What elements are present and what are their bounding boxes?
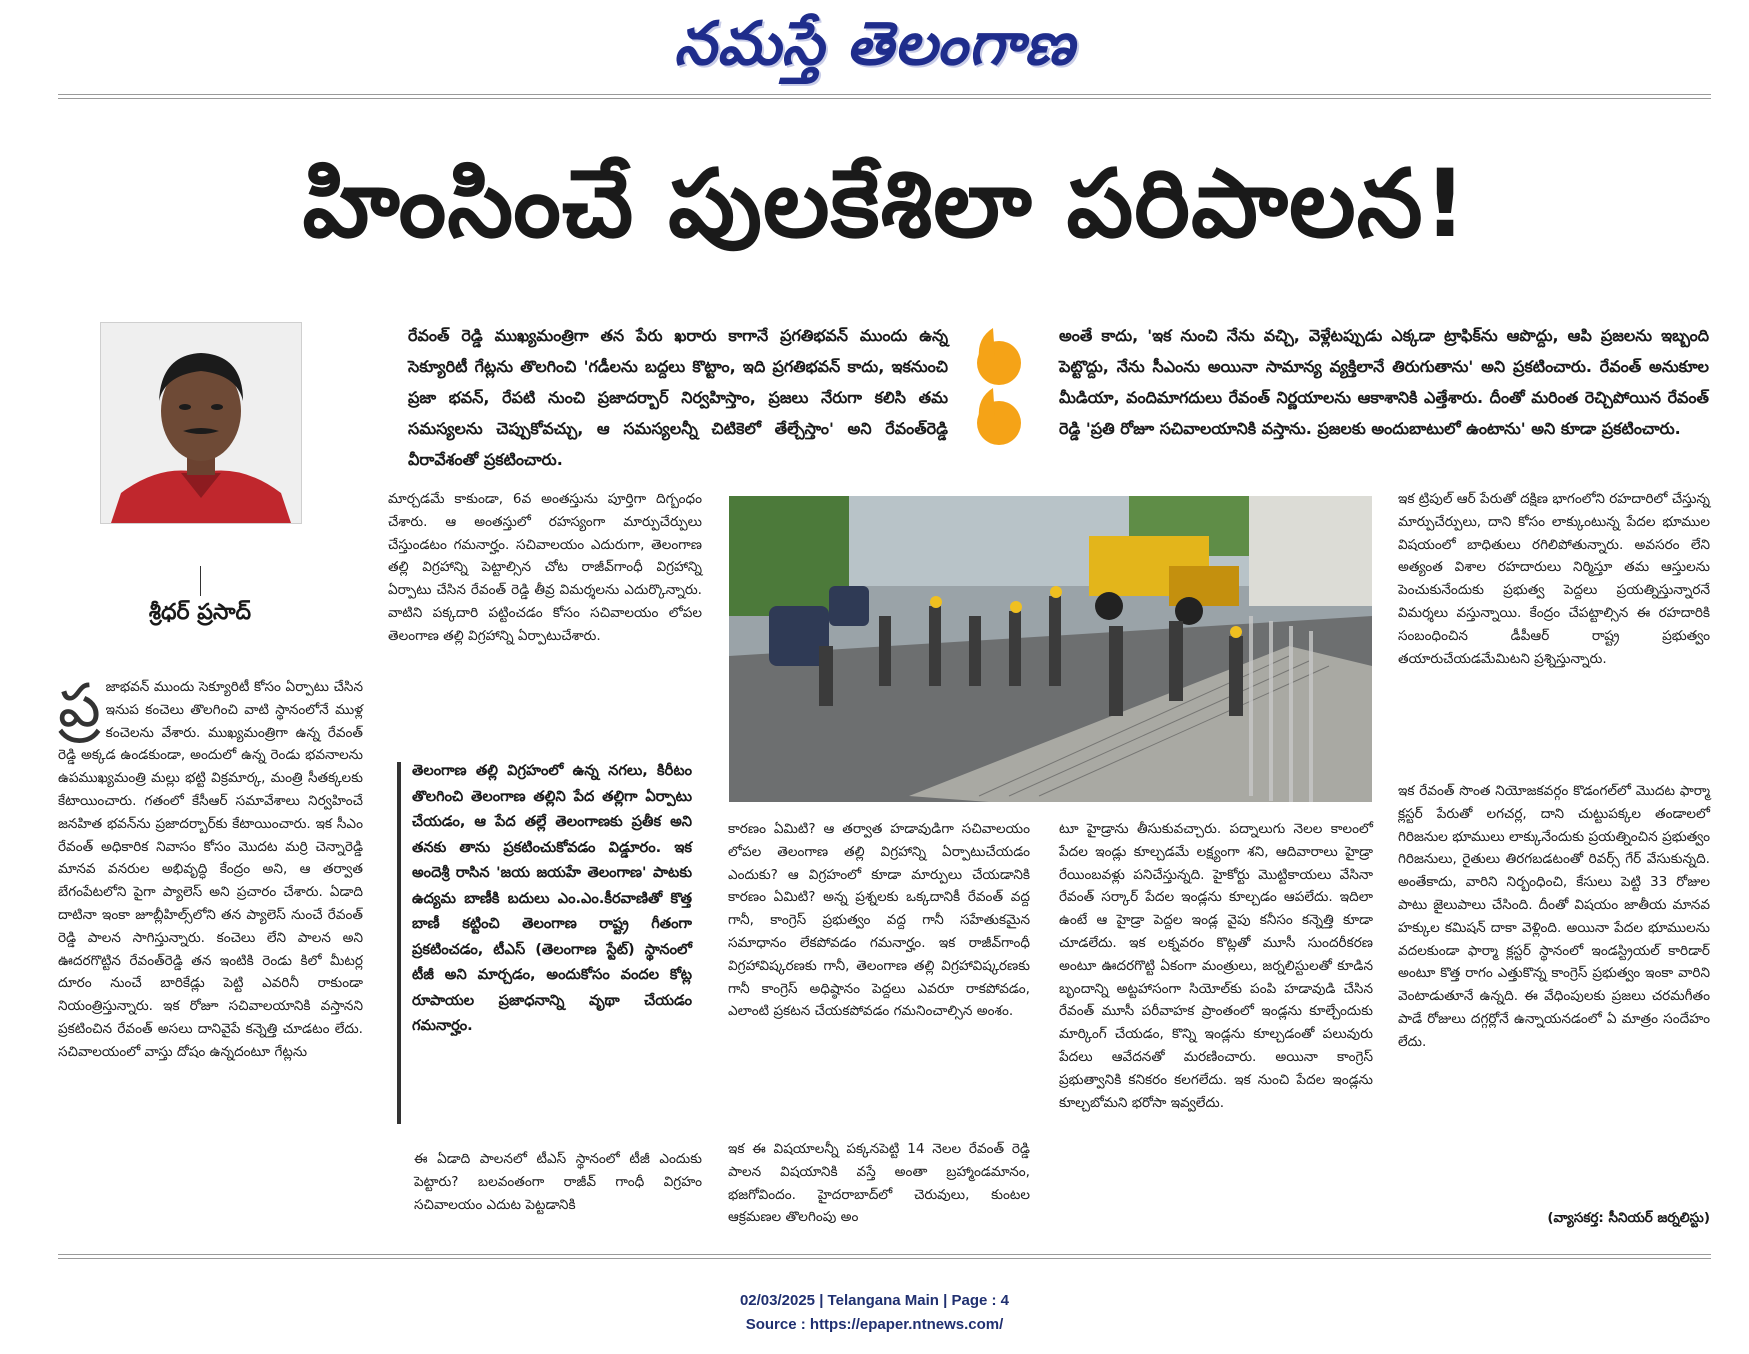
- column-3-bottom-text: ఇక ఈ విషయాలన్నీ పక్కనపెట్టి 14 నెలల రేవంత్ రెడ్డి పాలన విషయానికి వస్తే అంతా బ్రహ్మాండమానం, భజగోవిందం. హైదరాబాద్‌లో చెరువులు, కుంటల ఆక్రమణల తొలగింపు అం: [728, 1141, 1030, 1226]
- pullquote-text: తెలంగాణ తల్లి విగ్రహంలో ఉన్న నగలు, కిరీటం తొలగించి తెలంగాణ తల్లిని పేద తల్లిగా ఏర్పాటు చేయడం, ఆ పేద తల్లే తెలంగాణకు ప్రతీక అని తనకు తాను ప్రకటించుకోవడం విడ్డూరం. ఇక అందెశ్రీ రాసిన 'జయ జయహే తెలంగాణ' పాటకు ఉద్యమ బాణీకి బదులు ఎం.ఎం.కీరవాణితో కొత్త బాణీ కట్టించి తెలంగాణ రాష్ట్ర గీతంగా ప్రకటించడం, టీఎస్ (తెలంగాణ స్టేట్) స్థానంలో టీజీ అని మార్చడం, అందుకోసం వందల కోట్ల రూపాయల ప్రజాధనాన్ని వృథా చేయడం గమనార్హం.: [412, 762, 692, 1034]
- column-1-body: జాభవన్ ముందు సెక్యూరిటీ కోసం ఏర్పాటు చేసిన ఇనుప కంచెలు తొలగించి వాటి స్థానంలోనే ముళ్ల కంచెలను వేశారు. ముఖ్యమంత్రిగా ఉన్న రేవంత్ రెడ్డి అక్కడ ఉండకుండా, అందులో ఉన్న రెండు భవనాలను ఉపముఖ్యమంత్రి మల్లు భట్టి విక్రమార్క, మంత్రి సీతక్కలకు కేటాయించారు. గతంలో కేసీఆర్ సమావేశాలు నిర్వహించే జనహిత భవన్‌ను ప్రజాదర్బార్‌కు కేటాయించారు. ఇక సీఎం రేవంత్ అధికారిక నివాసం కోసం మొదట మర్రి చెన్నారెడ్డి మానవ వనరుల అభివృద్ధి కేంద్రం అని, ఆ తర్వాత బేగంపేటలోని పైగా ప్యాలెస్ అని ప్రచారం చేశారు. ఏడాది దాటినా ఇంకా జూబ్లీహిల్స్‌లోని తన ప్యాలెస్ నుంచే రేవంత్ రెడ్డి పాలన సాగిస్తున్నారు. కంచెలు లేని పాలన అని ఊదరగొట్టిన రేవంత్‌రెడ్డి తన ఇంటికి రెండు కిలో మీటర్ల దూరం నుంచే బారికేడ్లు పెట్టి ఎవరినీ రాకుండా నియంత్రిస్తున్నారు. ఇక రోజూ సచివాలయానికి వస్తానని ప్రకటించిన రేవంత్ అసలు దానివైపే కన్నెత్తి చూడటం లేదు. సచివాలయంలో వాస్తు దోషం ఉన్నదంటూ గేట్లను: [58, 679, 363, 1060]
- masthead-rule-2: [58, 98, 1711, 99]
- column-3-text: కారణం ఏమిటి? ఆ తర్వాత హడావుడిగా సచివాలయం లోపల తెలంగాణ తల్లి విగ్రహాన్ని ఏర్పాటుచేయడం ఎందుకు? ఆ విగ్రహంలో కూడా మార్పులు చేయడానికి కారణం ఏమిటి? అన్న ప్రశ్నలకు ఒక్కదానికీ రేవంత్ వద్ద గానీ, కాంగ్రెస్ ప్రభుత్వం వద్ద గానీ సహేతుకమైన సమాధానం లేకపోవడం గమనార్హం. ఇక రాజీవ్‌గాంధీ విగ్రహావిష్కరణకు గానీ, తెలంగాణ తల్లి విగ్రహావిష్కరణకు గానీ కాంగ్రెస్ అధిష్ఠానం పెద్దలు ఎవరూ రాకపోవడం, ఎలాంటి ప్రకటన చేయకపోవడం గమనించాల్సిన అంశం.: [728, 821, 1030, 1020]
- column-1-text: [58, 671, 363, 1064]
- pullquote-bar: [397, 762, 401, 1124]
- column-4-text: టూ హైడ్రాను తీసుకువచ్చారు. పద్నాలుగు నెలల కాలంలో పేదల ఇండ్లు కూల్చడమే లక్ష్యంగా శని, ఆదివారాలు హైడ్రా రేయింబవళ్లు పనిచేస్తున్నది. హైకోర్టు మొట్టికాయలు వేసినా రేవంత్ సర్కార్ పేదల ఇండ్లను కూల్చడం ఆపలేదు. ఇదిలా ఉంటే ఆ హైడ్రా పెద్దల ఇండ్ల వైపు కనీసం కన్నెత్తి కూడా చూడలేదు. ఇక లక్నవరం కొట్లతో మూసీ సుందరీకరణ అంటూ ఊదరగొట్టి ఏకంగా మంత్రులు, జర్నలిస్టులతో కూడిన బృందాన్ని అట్టహాసంగా సియోల్‌కు పంపి హడావుడి చేసిన రేవంత్ మూసీ పరీవాహక ప్రాంతంలో ఇండ్లను కూల్చేందుకు మార్కింగ్ చేయడం, కొన్ని ఇండ్లను కూల్చడంతో పలువురు పేదలు ఆవేదనతో మరణించారు. అయినా కాంగ్రెస్ ప్రభుత్వానికి కనికరం కలగలేదు. ఇక నుంచి పేదల ఇండ్లను కూల్చబోమని భరోసా ఇవ్వలేదు.: [1059, 821, 1373, 1111]
- intro-paragraph-right: అంతే కాదు, 'ఇక నుంచి నేను వచ్చి, వెళ్లేటప్పుడు ఎక్కడా ట్రాఫిక్‌ను ఆపొద్దు, ఆపి ప్రజలను ఇబ్బంది పెట్టొద్దు, నేను సీఎంను అయినా సామాన్య వ్యక్తిలానే తిరుగుతాను' అని ప్రకటించారు. రేవంత్ అనుకూల మీడియా, వందిమాగదులు రేవంత్ నిర్ణయాలను ఆకాశానికి ఎత్తేశారు. దీంతో మరింత రెచ్చిపోయిన రేవంత్ రెడ్డి 'ప్రతి రోజూ సచివాలయానికి వస్తాను. ప్రజలకు అందుబాటులో ఉంటాను' అని కూడా ప్రకటించారు.: [1059, 326, 1709, 438]
- column-5-bottom-text: ఇక రేవంత్ సొంత నియోజకవర్గం కొడంగల్‌లో మొదట ఫార్మా క్లస్టర్ పేరుతో లగచర్ల, దాని చుట్టుపక్కల తండాలలో గిరిజనుల భూములు లాక్కునేందుకు ప్రయత్నించిన ప్రభుత్వం గిరిజనులు, రైతులు తిరగబడటంతో రివర్స్ గేర్ వేసుకున్నది. అంతేకాదు, వారిని నిర్బంధించి, కేసులు పెట్టి 33 రోజుల పాటు జైలుపాలు చేసింది. దీంతో విషయం జాతీయ మానవ హక్కుల కమిషన్ దాకా వెళ్లింది. అయినా పేదల భూములను వదలకుండా ఫార్మా క్లస్టర్ స్థానంలో ఇండస్ట్రియల్ కారిడార్ అంటూ కొత్త రాగం ఎత్తుకొన్న కాంగ్రెస్ ప్రభుత్వం ఇంకా వారిని వెంటాడుతూనే ఉన్నది. ఈ వేధింపులకు ప్రజలు చరమగీతం పాడే రోజులు దగ్గర్లోనే ఉన్నాయనడంలో ఏ మాత్రం సందేహం లేదు.: [1398, 783, 1710, 1050]
- author-photo: [100, 322, 302, 524]
- quote-mark-icon: [973, 318, 1023, 468]
- masthead-rule: [58, 94, 1711, 95]
- intro-paragraph-left: రేవంత్ రెడ్డి ముఖ్యమంత్రిగా తన పేరు ఖరారు కాగానే ప్రగతిభవన్ ముందు ఉన్న సెక్యూరిటీ గేట్లను తొలగించి 'గడీలను బద్దలు కొట్టాం, ఇది ప్రగతిభవన్ కాదు, ఇకనుంచి ప్రజా భవన్, రేపటి నుంచి ప్రజాదర్బార్ నిర్వహిస్తాం, ప్రజలు నేరుగా కలిసి తమ సమస్యలను చెప్పుకోవచ్చు, ఆ సమస్యలన్నీ చిటికెలో తేల్చేస్తాం' అని రేవంత్‌రెడ్డి వీరావేశంతో ప్రకటించారు.: [408, 326, 948, 469]
- article-headline: హింసించే పులకేశిలా పరిపాలన!: [302, 150, 1468, 259]
- news-photo: [729, 496, 1372, 802]
- bottom-rule: [58, 1254, 1711, 1255]
- column-5-text: ఇక ట్రిపుల్ ఆర్ పేరుతో దక్షిణ భాగంలోని రహదారిలో చేస్తున్న మార్పుచేర్పులు, దాని కోసం లాక్కుంటున్న పేదల భూముల విషయంలో బాధితులు రగిలిపోతున్నారు. అవసరం లేని అత్యంత విశాల రహదారులు నిర్మిస్తూ తమ ఆస్తులను పెంచుకునేందుకు ప్రభుత్వ పెద్దలు ప్రయత్నిస్తున్నారనే విమర్శలు వస్తున్నాయి. కేంద్రం చేపట్టాల్సిన ఈ రహదారికి సంబంధించిన డీపీఆర్ రాష్ట్ర ప్రభుత్వం తయారుచేయడమేమిటని ప్రశ్నిస్తున్నారు.: [1398, 491, 1710, 667]
- bottom-rule-2: [58, 1258, 1711, 1259]
- footer-source: Source : https://epaper.ntnews.com/: [745, 1316, 1004, 1333]
- author-byline: శ్రీధర్ ప్రసాద్: [148, 600, 252, 625]
- byline-connector: [200, 566, 201, 596]
- newspaper-masthead: నమస్తే తెలంగాణ: [673, 9, 1076, 79]
- column-2-text: మార్చడమే కాకుండా, 6వ అంతస్తును పూర్తిగా దిగ్బంధం చేశారు. ఆ అంతస్తులో రహస్యంగా మార్పుచేర్పులు చేస్తుండటం గమనార్హం. సచివాలయం ఎదురుగా, తెలంగాణ తల్లి విగ్రహాన్ని పెట్టాల్సిన చోట రాజీవ్‌గాంధీ విగ్రహాన్ని ఏర్పాటు చేసిన రేవంత్ రెడ్డి తీవ్ర విమర్శలను ఎదుర్కొన్నారు. వాటిని పక్కదారి పట్టించడం కోసం సచివాలయం లోపల తెలంగాణ తల్లి విగ్రహాన్ని ఏర్పాటుచేశారు.: [388, 491, 702, 644]
- footer-date-page: 02/03/2025 | Telangana Main | Page : 4: [739, 1292, 1010, 1309]
- column-2-bottom-text: ఈ ఏడాది పాలనలో టీఎస్ స్థానంలో టీజీ ఎందుకు పెట్టారు? బలవంతంగా రాజీవ్ గాంధీ విగ్రహం సచివాలయం ఎదుట పెట్టడానికి: [414, 1151, 702, 1213]
- writer-credit: (వ్యాసకర్త: సీనియర్ జర్నలిస్టు): [1547, 1210, 1710, 1226]
- drop-cap: ప్ర: [58, 671, 101, 741]
